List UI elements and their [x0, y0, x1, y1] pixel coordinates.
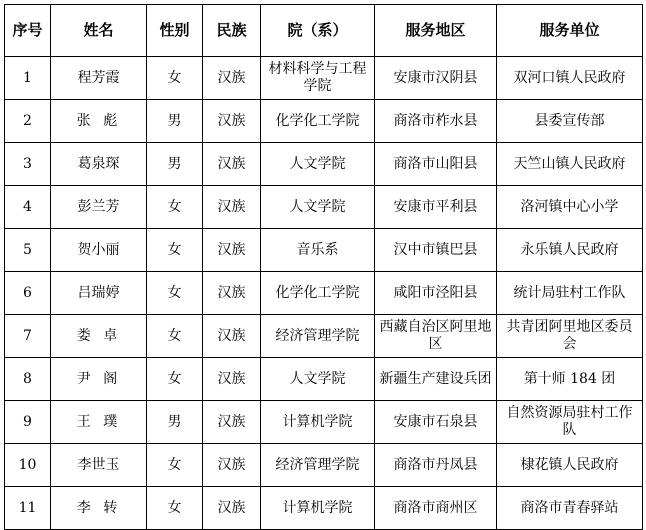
cell-gender: 男 [147, 143, 203, 186]
cell-ethnicity: 汉族 [203, 487, 261, 530]
table-row [5, 401, 643, 444]
cell-name: 张彪 [51, 100, 147, 143]
cell-gender: 男 [147, 401, 203, 444]
table-row [5, 358, 643, 401]
cell-no: 1 [5, 57, 51, 100]
cell-gender: 女 [147, 229, 203, 272]
cell-ethnicity: 汉族 [203, 143, 261, 186]
cell-region: 西藏自治区阿里地区 [375, 315, 497, 358]
cell-ethnicity: 汉族 [203, 401, 261, 444]
table-row [5, 100, 643, 143]
cell-ethnicity: 汉族 [203, 186, 261, 229]
cell-region: 新疆生产建设兵团 [375, 358, 497, 401]
cell-unit: 第十师 184 团 [497, 358, 643, 401]
cell-gender: 女 [147, 272, 203, 315]
header-no: 序号 [5, 5, 51, 57]
cell-name: 李转 [51, 487, 147, 530]
cell-name: 王璞 [51, 401, 147, 444]
cell-unit: 双河口镇人民政府 [497, 57, 643, 100]
cell-ethnicity: 汉族 [203, 358, 261, 401]
cell-name: 李世玉 [51, 444, 147, 487]
cell-unit: 商洛市青春驿站 [497, 487, 643, 530]
cell-college: 计算机学院 [261, 401, 375, 444]
cell-region: 安康市石泉县 [375, 401, 497, 444]
cell-college: 材料科学与工程学院 [261, 57, 375, 100]
cell-no: 11 [5, 487, 51, 530]
cell-ethnicity: 汉族 [203, 272, 261, 315]
cell-college: 计算机学院 [261, 487, 375, 530]
cell-gender: 女 [147, 358, 203, 401]
cell-ethnicity: 汉族 [203, 229, 261, 272]
cell-name: 贺小丽 [51, 229, 147, 272]
header-unit: 服务单位 [497, 5, 643, 57]
cell-ethnicity: 汉族 [203, 315, 261, 358]
cell-unit: 棣花镇人民政府 [497, 444, 643, 487]
table-row [5, 229, 643, 272]
cell-ethnicity: 汉族 [203, 100, 261, 143]
cell-name: 尹阁 [51, 358, 147, 401]
table-row [5, 57, 643, 100]
cell-region: 汉中市镇巴县 [375, 229, 497, 272]
cell-gender: 女 [147, 186, 203, 229]
cell-no: 3 [5, 143, 51, 186]
table-row [5, 186, 643, 229]
header-ethnicity: 民族 [203, 5, 261, 57]
table-row [5, 487, 643, 530]
cell-unit: 县委宣传部 [497, 100, 643, 143]
cell-region: 安康市汉阴县 [375, 57, 497, 100]
cell-gender: 女 [147, 487, 203, 530]
cell-no: 8 [5, 358, 51, 401]
cell-region: 商洛市商州区 [375, 487, 497, 530]
cell-name: 彭兰芳 [51, 186, 147, 229]
header-row [5, 5, 643, 57]
cell-name: 程芳霞 [51, 57, 147, 100]
cell-unit: 共青团阿里地区委员会 [497, 315, 643, 358]
table-row [5, 272, 643, 315]
cell-ethnicity: 汉族 [203, 444, 261, 487]
cell-unit: 自然资源局驻村工作队 [497, 401, 643, 444]
cell-no: 7 [5, 315, 51, 358]
cell-region: 咸阳市泾阳县 [375, 272, 497, 315]
cell-name: 葛泉琛 [51, 143, 147, 186]
cell-college: 经济管理学院 [261, 315, 375, 358]
header-college: 院（系） [261, 5, 375, 57]
cell-region: 商洛市丹凤县 [375, 444, 497, 487]
cell-region: 安康市平利县 [375, 186, 497, 229]
header-gender: 性别 [147, 5, 203, 57]
cell-college: 音乐系 [261, 229, 375, 272]
cell-region: 商洛市山阳县 [375, 143, 497, 186]
cell-no: 2 [5, 100, 51, 143]
cell-no: 4 [5, 186, 51, 229]
cell-college: 人文学院 [261, 143, 375, 186]
cell-no: 10 [5, 444, 51, 487]
cell-name: 吕瑞婷 [51, 272, 147, 315]
cell-college: 化学化工学院 [261, 100, 375, 143]
table-row [5, 315, 643, 358]
cell-no: 6 [5, 272, 51, 315]
volunteer-table [4, 4, 643, 530]
cell-college: 人文学院 [261, 358, 375, 401]
table-row [5, 444, 643, 487]
cell-gender: 男 [147, 100, 203, 143]
cell-unit: 天竺山镇人民政府 [497, 143, 643, 186]
cell-college: 经济管理学院 [261, 444, 375, 487]
cell-unit: 统计局驻村工作队 [497, 272, 643, 315]
cell-college: 化学化工学院 [261, 272, 375, 315]
cell-unit: 永乐镇人民政府 [497, 229, 643, 272]
cell-gender: 女 [147, 444, 203, 487]
cell-ethnicity: 汉族 [203, 57, 261, 100]
table-row [5, 143, 643, 186]
cell-gender: 女 [147, 315, 203, 358]
cell-college: 人文学院 [261, 186, 375, 229]
cell-gender: 女 [147, 57, 203, 100]
cell-unit: 洛河镇中心小学 [497, 186, 643, 229]
cell-no: 5 [5, 229, 51, 272]
cell-no: 9 [5, 401, 51, 444]
cell-name: 娄卓 [51, 315, 147, 358]
cell-region: 商洛市柞水县 [375, 100, 497, 143]
header-name: 姓名 [51, 5, 147, 57]
header-region: 服务地区 [375, 5, 497, 57]
